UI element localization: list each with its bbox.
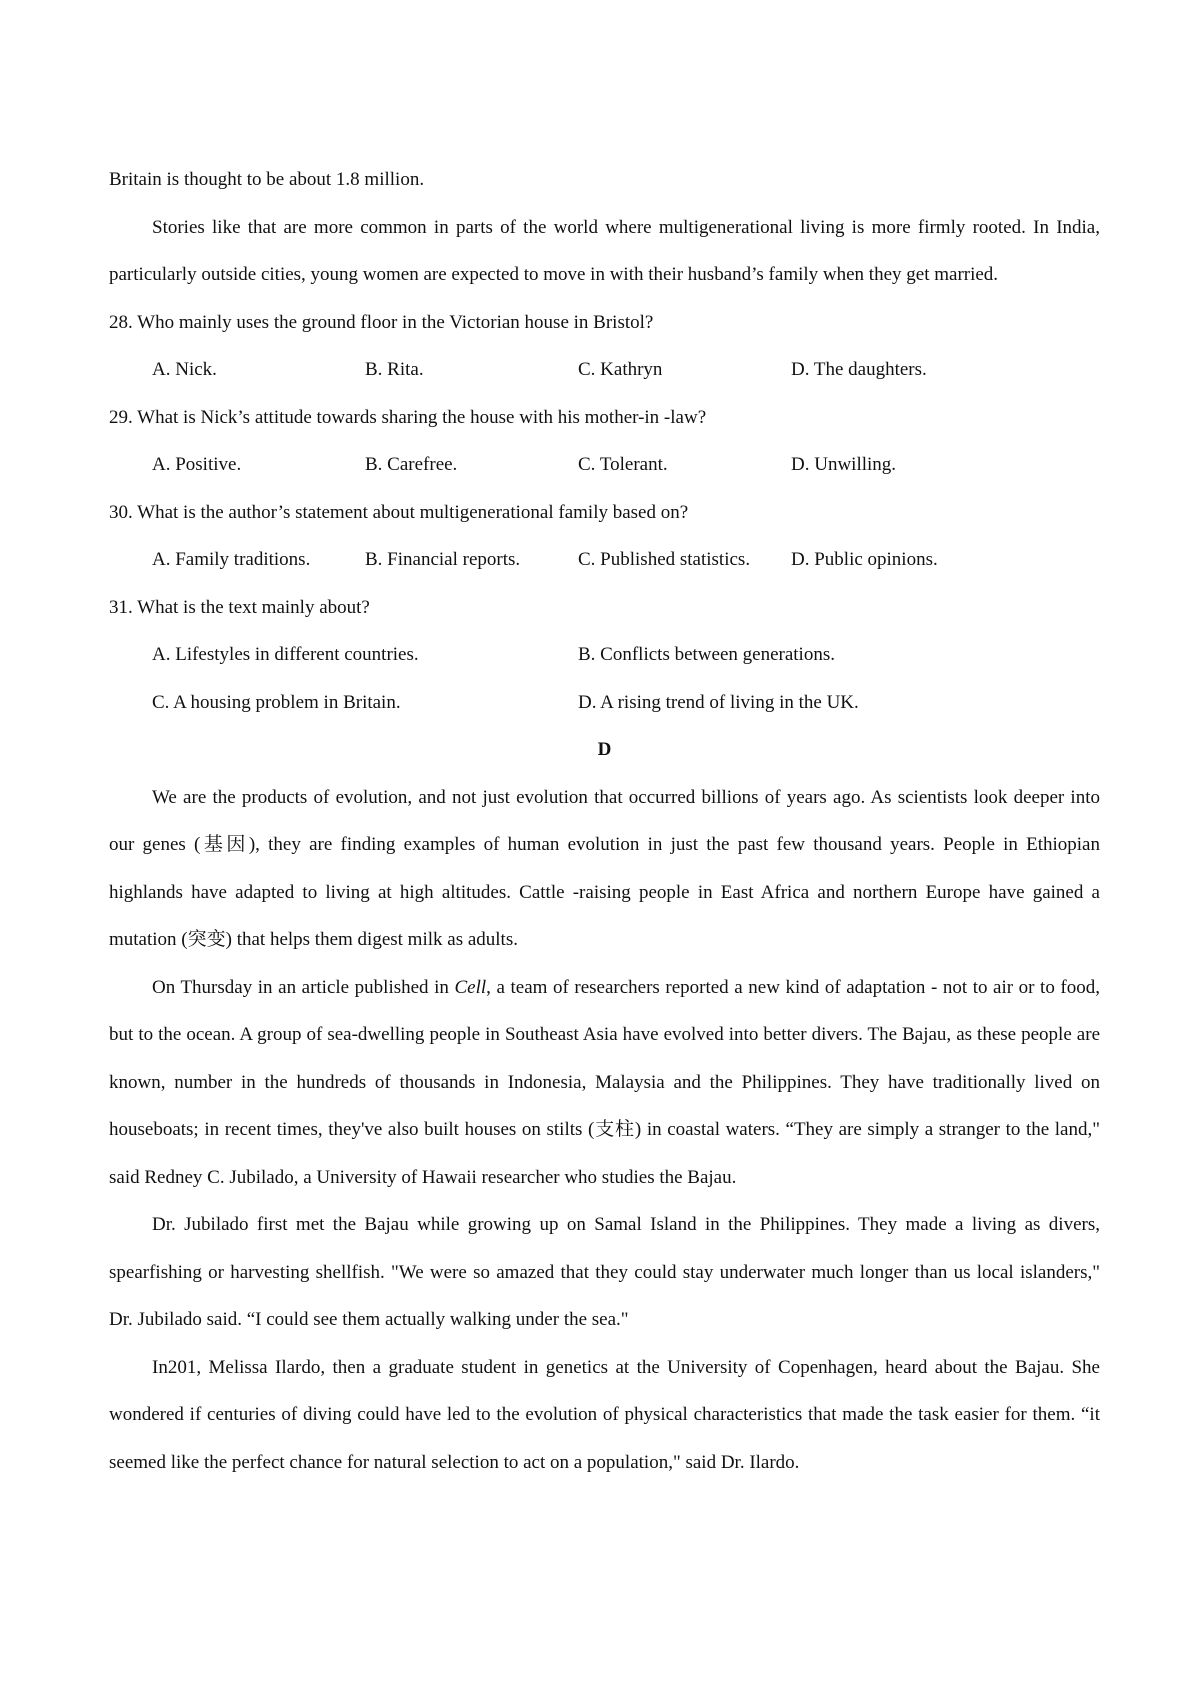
option-row <box>109 441 1100 489</box>
passage-d-paragraph: Dr. Jubilado first met the Bajau while growing up on Samal Island in the Philippines. They made a living as divers, spearfishing or harvesting shellfish. "We were so amazed that they could stay underwater much longer than us local islanders," Dr. Jubilado said. “I could see them actually walking under the sea." <box>109 1214 1100 1330</box>
question-29 <box>109 394 1100 489</box>
question-stem: 28. Who mainly uses the ground floor in the Victorian house in Bristol? <box>109 311 654 333</box>
option-a: A. Nick. <box>152 359 217 380</box>
option-b: B. Rita. <box>365 359 424 380</box>
option-row <box>109 679 1100 727</box>
option-d: D. Public opinions. <box>791 549 938 570</box>
question-28 <box>109 299 1100 394</box>
option-c: C. Published statistics. <box>578 549 751 570</box>
option-c: C. Tolerant. <box>578 454 668 475</box>
option-b: B. Carefree. <box>365 454 458 475</box>
question-stem: 29. What is Nick’s attitude towards sharing the house with his mother-in -law? <box>109 406 707 428</box>
option-a: A. Lifestyles in different countries. <box>152 644 419 665</box>
paragraph-text: On Thursday in an article published in <box>152 976 455 998</box>
option-b: B. Financial reports. <box>365 549 521 570</box>
option-a: A. Family traditions. <box>152 549 311 570</box>
question-stem: 31. What is the text mainly about? <box>109 596 370 618</box>
passage-d-paragraph: In201, Melissa Ilardo, then a graduate student in genetics at the University of Copenhagen, heard about the Bajau. She wondered if centuries of diving could have led to the evolution of physical characteristics that made the task easier for them. “it seemed like the perfect chance for natural selection to act on a population," said Dr. Ilardo. <box>109 1356 1100 1473</box>
passage-d-paragraph: We are the products of evolution, and not just evolution that occurred billions of years ago. As scientists look deeper into our genes (基因), they are finding examples of human evolution in just the past few thousand years. People in Ethiopian highlands have adapted to living at high altitudes. Cattle -raising people in East Africa and northern Europe have gained a mutation (突变) that helps them digest milk as adults. <box>109 786 1100 950</box>
option-row <box>109 346 1100 394</box>
option-d: D. The daughters. <box>791 359 927 380</box>
question-30 <box>109 489 1100 584</box>
section-title: D <box>597 739 612 760</box>
option-a: A. Positive. <box>152 454 242 475</box>
question-stem: 30. What is the author’s statement about multigenerational family based on? <box>109 501 689 523</box>
question-31 <box>109 584 1100 727</box>
passage-c-paragraph: Stories like that are more common in parts of the world where multigenerational living is more firmly rooted. In India, particularly outside cities, young women are expected to move in with their husband’s family when they get married. <box>109 216 1100 285</box>
option-row <box>109 631 1100 679</box>
option-row <box>109 536 1100 584</box>
option-c: C. A housing problem in Britain. <box>152 691 401 713</box>
passage-c-paragraph: Britain is thought to be about 1.8 million. <box>109 169 425 190</box>
option-b: B. Conflicts between generations. <box>578 644 835 665</box>
option-d: D. Unwilling. <box>791 454 897 475</box>
journal-name: Cell <box>454 976 487 998</box>
option-c: C. Kathryn <box>578 359 663 380</box>
option-d: D. A rising trend of living in the UK. <box>578 691 859 713</box>
passage-d-paragraph <box>109 964 1100 1202</box>
paragraph-text: , a team of researchers reported a new kind of adaptation - not to air or to food, but to the ocean. A group of sea-dwelling people in Southeast Asia have evolved into better divers. The Bajau, as these people are known, number in the hundreds of thousands in Indonesia, Malaysia and the Philippines. They have traditionally lived on houseboats; in recent times, they've also built houses on stilts (支柱) in coastal waters. “They are simply a stranger to the land," said Redney C. Jubilado, a University of Hawaii researcher who studies the Bajau. <box>109 976 1100 1188</box>
